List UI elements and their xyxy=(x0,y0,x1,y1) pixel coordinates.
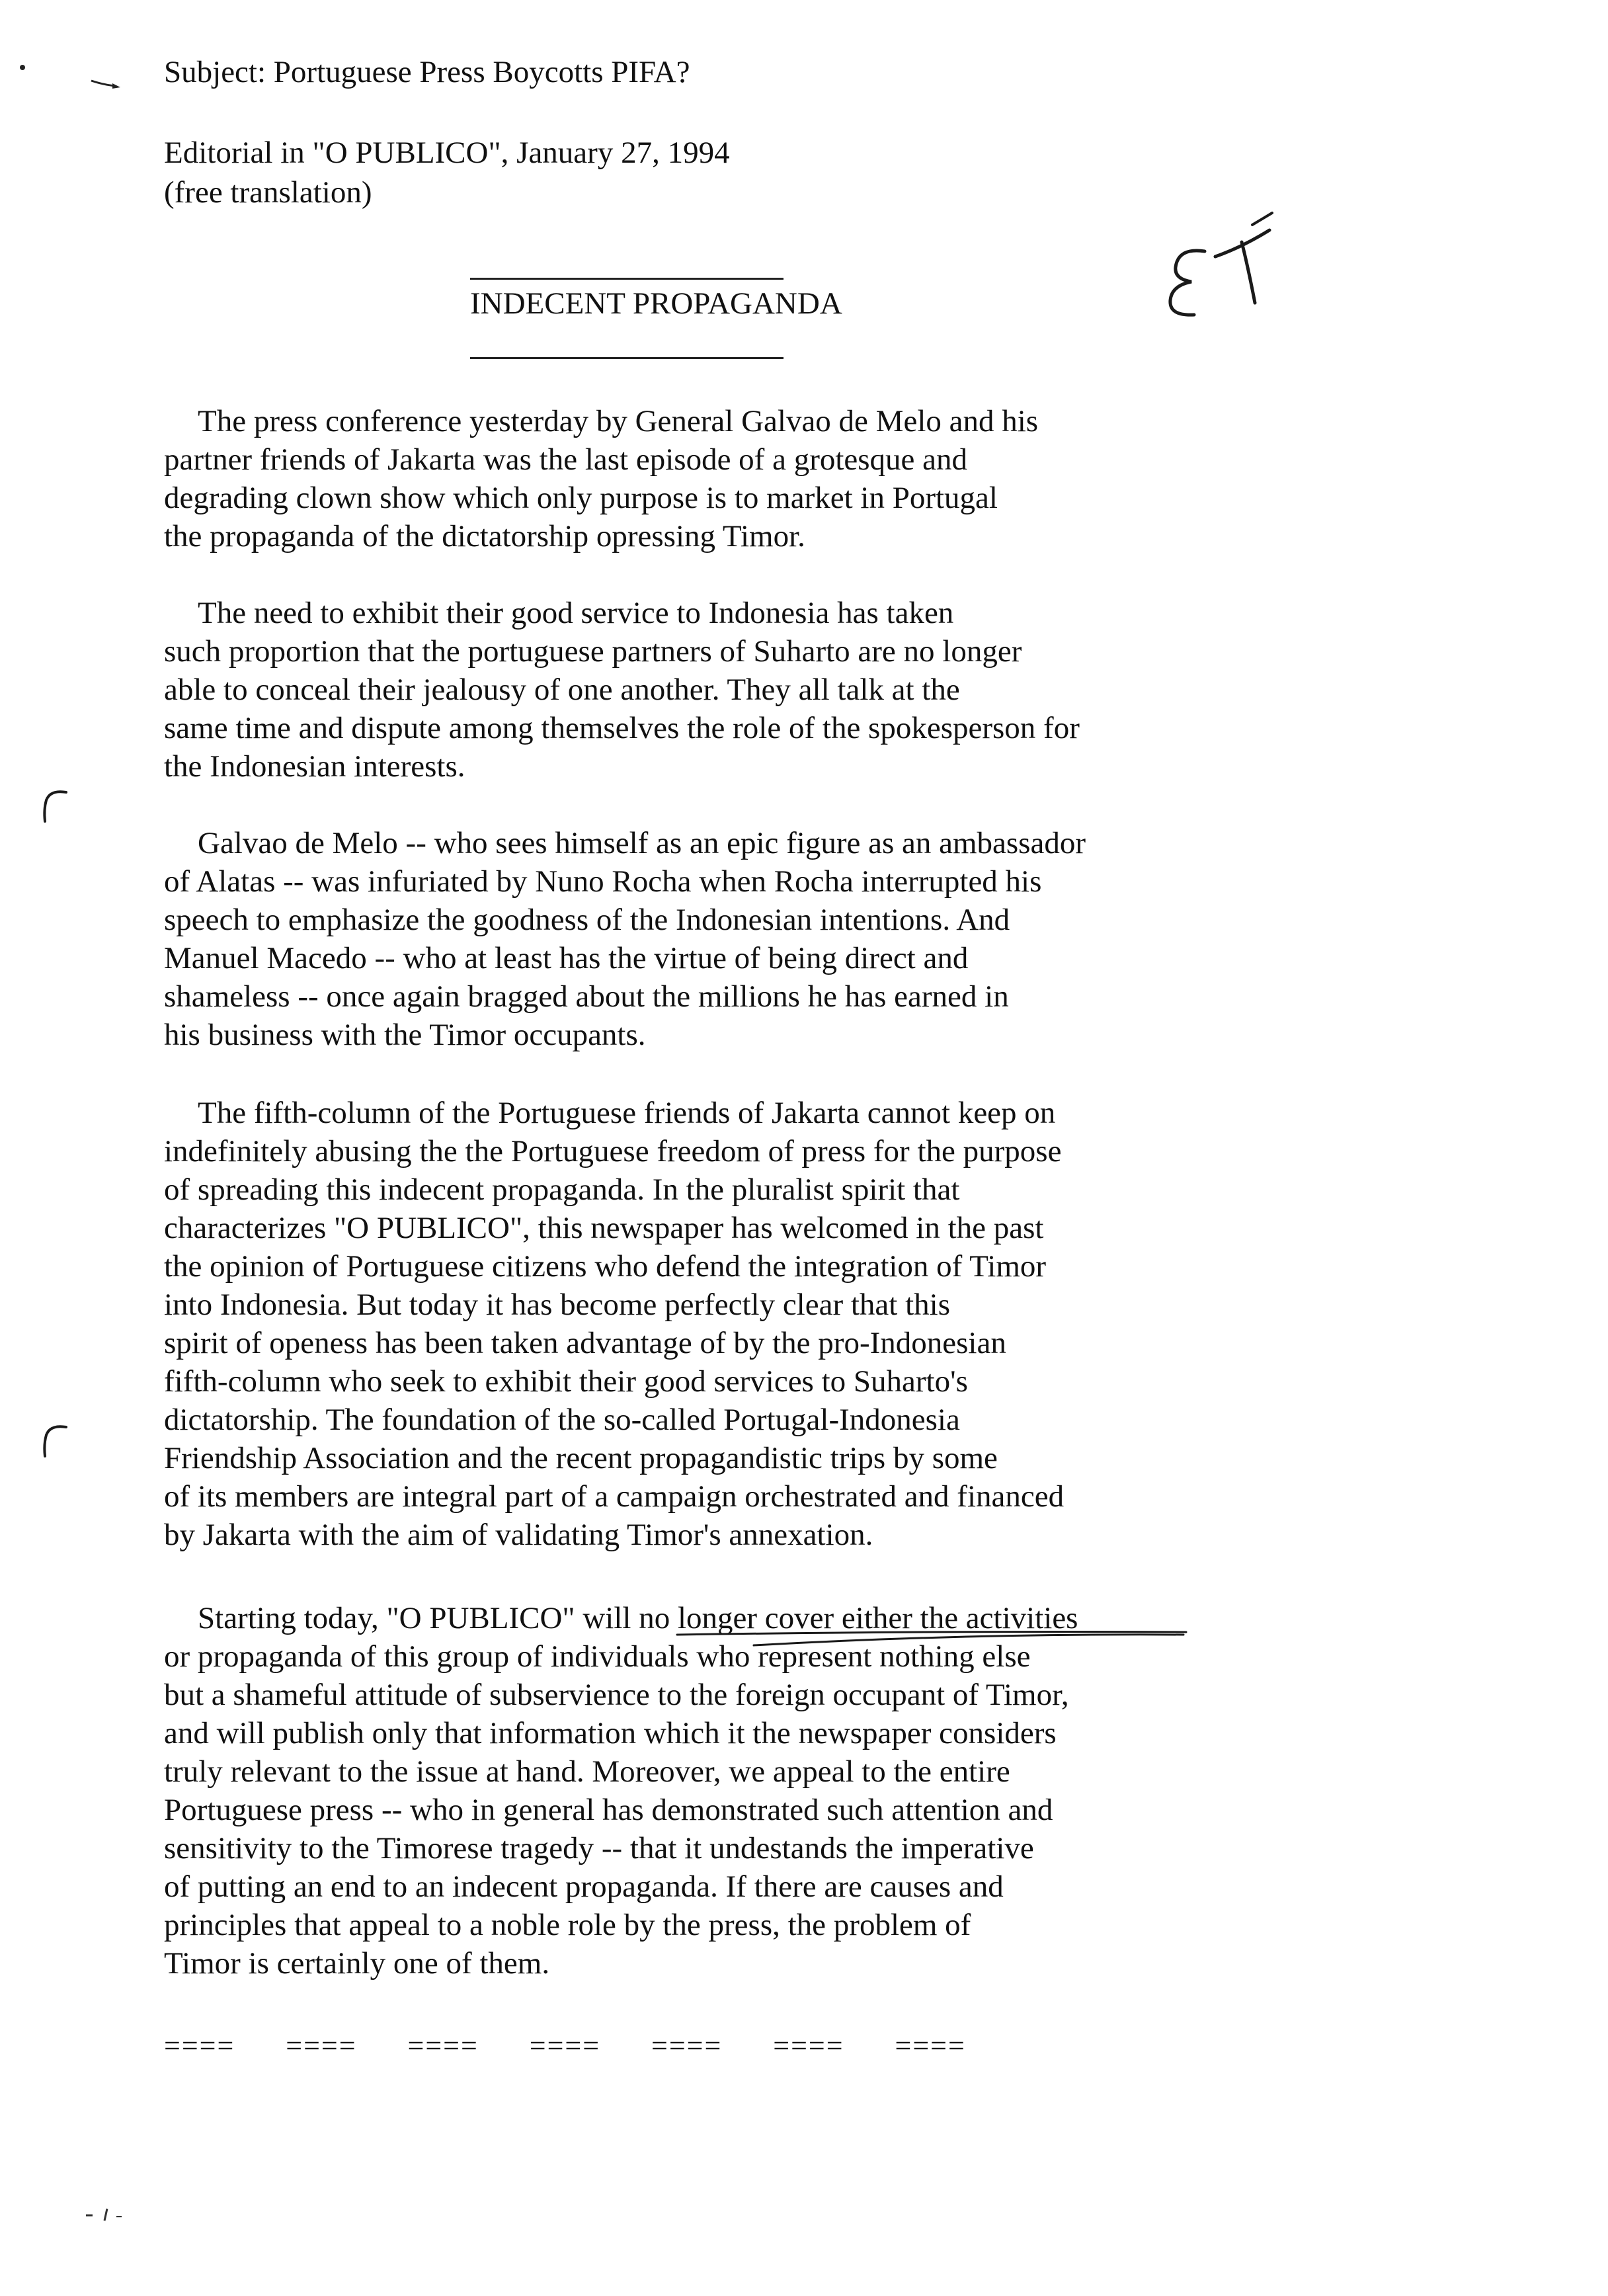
paragraph-4-line-11: of its members are integral part of a campaign orchestrated and financed xyxy=(164,1479,1065,1514)
paragraph-5-line-2: or propaganda of this group of individuals who represent nothing else xyxy=(164,1639,1031,1674)
paragraph-4-line-10: Friendship Association and the recent propagandistic trips by some xyxy=(164,1441,998,1475)
paragraph-4-line-12: by Jakarta with the aim of validating Timor's annexation. xyxy=(164,1518,873,1552)
paragraph-5-line-5: truly relevant to the issue at hand. Moreover, we appeal to the entire xyxy=(164,1754,1010,1789)
paragraph-1-line-4: the propaganda of the dictatorship opressing Timor. xyxy=(164,519,805,554)
paragraph-5-line-9: principles that appeal to a noble role by the press, the problem of xyxy=(164,1908,971,1942)
handwritten-et-annotation xyxy=(1164,212,1283,324)
paragraph-1-line-3: degrading clown show which only purpose is to market in Portugal xyxy=(164,481,998,515)
paragraph-4-line-7: spirit of openess has been taken advantage of by the pro-Indonesian xyxy=(164,1326,1006,1360)
paragraph-3-line-2: of Alatas -- was infuriated by Nuno Rocha when Rocha interrupted his xyxy=(164,864,1042,899)
paragraph-5-line-6: Portuguese press -- who in general has demonstrated such attention and xyxy=(164,1793,1053,1827)
paragraph-3-line-5: shameless -- once again bragged about the millions he has earned in xyxy=(164,979,1009,1014)
paragraph-4-line-4: characterizes "O PUBLICO", this newspaper has welcomed in the past xyxy=(164,1211,1044,1245)
paragraph-1-line-2: partner friends of Jakarta was the last episode of a grotesque and xyxy=(164,442,968,477)
paragraph-4-line-8: fifth-column who seek to exhibit their good services to Suharto's xyxy=(164,1364,968,1399)
paragraph-4-line-6: into Indonesia. But today it has become perfectly clear that this xyxy=(164,1288,950,1322)
margin-bracket-mark xyxy=(33,787,73,827)
paragraph-5-line-4: and will publish only that information which it the newspaper considers xyxy=(164,1716,1057,1750)
subject-line: Subject: Portuguese Press Boycotts PIFA? xyxy=(164,55,690,89)
paragraph-3-line-1: Galvao de Melo -- who sees himself as an epic figure as an ambassador xyxy=(198,826,1086,860)
paragraph-3-line-4: Manuel Macedo -- who at least has the virtue of being direct and xyxy=(164,941,969,975)
source-line: Editorial in "O PUBLICO", January 27, 1994 xyxy=(164,136,730,170)
margin-bracket-mark-2 xyxy=(33,1422,73,1461)
paragraph-5-line-1: Starting today, "O PUBLICO" will no longer cover either the activities xyxy=(198,1601,1078,1635)
paragraph-4-line-5: the opinion of Portuguese citizens who defend the integration of Timor xyxy=(164,1249,1047,1284)
end-separator: ==== ==== ==== ==== ==== ==== ==== xyxy=(164,2030,966,2062)
title-rule-top xyxy=(470,278,784,280)
paragraph-5-line-7: sensitivity to the Timorese tragedy -- that it undestands the imperative xyxy=(164,1831,1034,1866)
paragraph-4-line-1: The fifth-column of the Portuguese friends of Jakarta cannot keep on xyxy=(198,1096,1056,1130)
handwritten-underline xyxy=(674,1621,1190,1661)
paragraph-2-line-5: the Indonesian interests. xyxy=(164,749,465,784)
paragraph-2-line-2: such proportion that the portuguese partners of Suharto are no longer xyxy=(164,634,1022,669)
translation-note: (free translation) xyxy=(164,175,372,210)
paragraph-2-line-1: The need to exhibit their good service to Indonesia has taken xyxy=(198,596,954,630)
paragraph-2-line-3: able to conceal their jealousy of one another. They all talk at the xyxy=(164,673,960,707)
paragraph-5-line-8: of putting an end to an indecent propaganda. If there are causes and xyxy=(164,1869,1004,1904)
title-rule-bottom xyxy=(470,357,784,359)
paragraph-4-line-2: indefinitely abusing the the Portuguese freedom of press for the purpose xyxy=(164,1134,1062,1168)
paragraph-4-line-9: dictatorship. The foundation of the so-called Portugal-Indonesia xyxy=(164,1403,960,1437)
paragraph-4-line-3: of spreading this indecent propaganda. In the pluralist spirit that xyxy=(164,1172,960,1207)
stray-mark-bottom xyxy=(79,2202,132,2229)
paragraph-3-line-3: speech to emphasize the goodness of the Indonesian intentions. And xyxy=(164,903,1010,937)
paragraph-3-line-6: his business with the Timor occupants. xyxy=(164,1018,646,1052)
paragraph-5-line-3: but a shameful attitude of subservience to the foreign occupant of Timor, xyxy=(164,1678,1069,1712)
paragraph-2-line-4: same time and dispute among themselves the role of the spokesperson for xyxy=(164,711,1080,745)
paragraph-5-line-10: Timor is certainly one of them. xyxy=(164,1946,550,1981)
stray-mark-top xyxy=(13,60,132,99)
paragraph-1-line-1: The press conference yesterday by General Galvao de Melo and his xyxy=(198,404,1039,438)
article-title: INDECENT PROPAGANDA xyxy=(470,286,842,321)
